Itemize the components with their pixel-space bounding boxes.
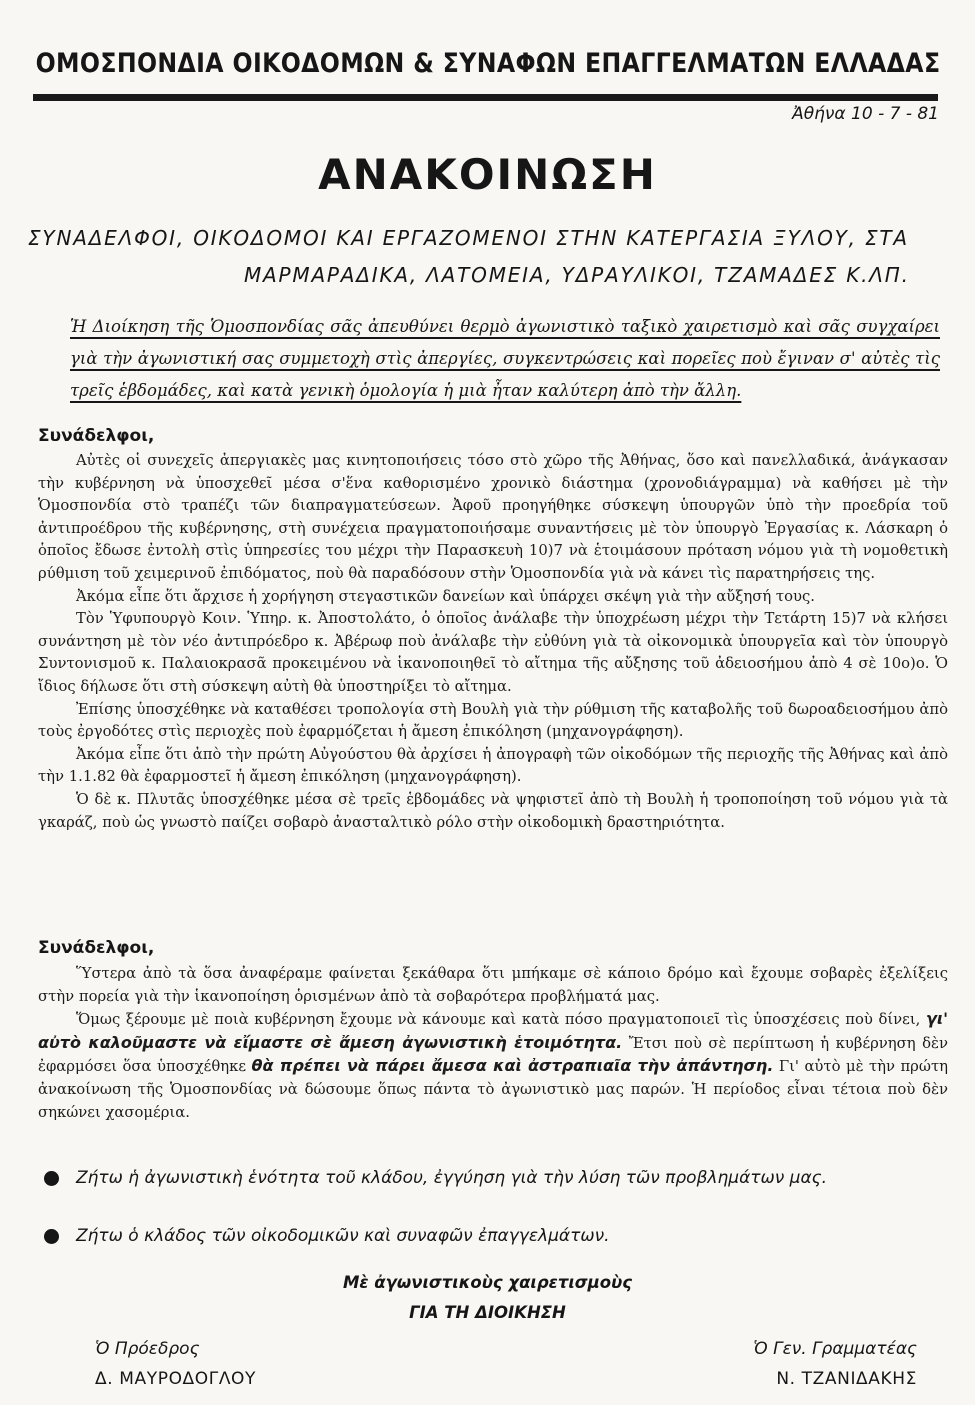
paragraph: Τὸν Ὑφυπουργὸ Κοιν. Ὑπηρ. κ. Ἀποστολάτο, ὁ ὁποῖος ἀνάλαβε τὴν ὑποχρέωση μέχρι τὴν Τετάρτη 15)7 νὰ κλήσει συνάντηση μὲ τὸν νέο ἀντιπρόεδρο κ. Ἀβέρωφ ποὺ ἀνάλαβε τὴν εὐθύνη γιὰ τὰ οἰκονομικὰ ὑπουργεῖα καὶ τὸν ὑπουργὸ Συντονισμοῦ κ. Παλαιοκρασᾶ προκειμένου νὰ ἱκανοποιηθεῖ τὸ αἴτημα τῆς αὔξησης τοῦ ἀδειοσήμου ἀπὸ 4 σὲ 10ο)ο. Ὁ ἴδιος δήλωσε ὅτι στὴ σύσκεψη αὐτὴ θὰ ὑποστηρίξει τὸ αἴτημα.	[38, 610, 948, 695]
subtitle-line-1: ΣΥΝΑΔΕΛΦΟΙ, ΟΙΚΟΔΟΜΟΙ ΚΑΙ ΕΡΓΑΖΟΜΕΝΟΙ ΣΤΗΝ ΚΑΤΕΡΓΑΣΙΑ ΞΥΛΟΥ, ΣΤΑ	[28, 226, 909, 250]
section-body-2	[38, 963, 948, 1124]
closing-signoff: ΓΙΑ ΤΗ ΔΙΟΙΚΗΣΗ	[409, 1303, 566, 1322]
paragraph: Ἀκόμα εἶπε ὅτι ἀπὸ τὴν πρώτη Αὐγούστου θὰ ἀρχίσει ἡ ἀπογραφὴ τῶν οἰκοδόμων τῆς περιοχῆς τῆς Ἀθήνας καὶ ἀπὸ τὴν 1.1.82 θὰ ἐφαρμοστεῖ ἡ ἄμεση ἐπικόληση (μηχανογράφηση).	[38, 745, 948, 786]
secretary-title: Ὁ Γεν. Γραμματέας	[753, 1339, 917, 1359]
president-title: Ὁ Πρόεδρος	[95, 1339, 200, 1359]
organization-header	[33, 38, 943, 88]
closing-block	[0, 1268, 975, 1328]
intro-text: Ἡ Διοίκηση τῆς Ὁμοσπονδίας σᾶς ἀπευθύνει θερμὸ ἀγωνιστικὸ ταξικὸ χαιρετισμὸ καὶ σᾶς συγχαίρει γιὰ τὴν ἀγωνιστική σας συμμετοχὴ στὶς ἀπεργίες, συγκεντρώσεις καὶ πορεῖες ποὺ ἔγιναν σ' αὐτὲς τὶς τρεῖς ἑβδομάδες, καὶ κατὰ γενικὴ ὁμολογία ἡ μιὰ ἦταν καλύτερη ἀπὸ τὴν ἄλλη.	[70, 317, 940, 400]
paragraph: Ἐπίσης ὑποσχέθηκε νὰ καταθέσει τροπολογία στὴ Βουλὴ γιὰ τὴν ρύθμιση τῆς καταβολῆς τοῦ δωροαδειοσήμου ἀπὸ τοὺς ἐργοδότες στὶς περιοχὲς ποὺ ἐφαρμόζεται ἡ ἄμεση ἐπικόληση (μηχανογράφηση).	[38, 700, 948, 741]
president-signature	[95, 1334, 256, 1394]
slogan-item	[42, 1222, 942, 1250]
section-body-1	[38, 450, 948, 834]
paragraph: Ὕστερα ἀπὸ τὰ ὅσα ἀναφέραμε φαίνεται ξεκάθαρα ὅτι μπήκαμε σὲ κάποιο δρόμο καὶ ἔχουμε σοβαρὲς ἐξελίξεις στὴν πορεία γιὰ τὴν ἱκανοποίηση ὁρισμένων ἀπὸ τὰ σοβαρότερα προβλήματά μας.	[38, 965, 948, 1005]
organization-name: ΟΜΟΣΠΟΝΔΙΑ ΟΙΚΟΔΟΜΩΝ & ΣΥΝΑΦΩΝ ΕΠΑΓΓΕΛΜΑΤΩΝ ΕΛΛΑΔΑΣ	[35, 47, 941, 79]
secretary-name: Ν. ΤΖΑΝΙΔΑΚΗΣ	[776, 1369, 917, 1389]
paragraph: Ὁ δὲ κ. Πλυτᾶς ὑποσχέθηκε μέσα σὲ τρεῖς ἑβδομάδες νὰ ψηφιστεῖ ἀπὸ τὴ Βουλὴ ἡ τροποποίηση τοῦ νόμου γιὰ τὰ γκαράζ, ποὺ ὡς γνωστὸ παίζει σοβαρὸ ἀνασταλτικὸ ρόλο στὴν οἰκοδομικὴ δραστηριότητα.	[38, 790, 948, 831]
paragraph: Ἀκόμα εἶπε ὅτι ἄρχισε ἡ χορήγηση στεγαστικῶν δανείων καὶ ὑπάρχει σκέψη γιὰ τὴν αὔξησή τους.	[76, 587, 815, 605]
subtitle-line-2: ΜΑΡΜΑΡΑΔΙΚΑ, ΛΑΤΟΜΕΙΑ, ΥΔΡΑΥΛΙΚΟΙ, ΤΖΑΜΑΔΕΣ Κ.ΛΠ.	[244, 263, 910, 287]
slogan-text: Ζήτω ἡ ἀγωνιστικὴ ἑνότητα τοῦ κλάδου, ἐγγύηση γιὰ τὴν λύση τῶν προβλημάτων μας.	[76, 1168, 828, 1188]
bullet-dot-icon	[44, 1229, 59, 1244]
slogan-text: Ζήτω ὁ κλάδος τῶν οἰκοδομικῶν καὶ συναφῶν ἐπαγγελμάτων.	[76, 1226, 610, 1246]
emphasis-text: γι' αὐτὸ καλοῦμαστε νὰ εἴμαστε σὲ ἄμεση ἀγωνιστικὴ ἑτοιμότητα.	[38, 1009, 948, 1052]
emphasis-text: θὰ πρέπει νὰ πάρει ἄμεσα καὶ ἀστραπιαῖα τὴν ἀπάντηση.	[251, 1056, 774, 1076]
paragraph: Αὐτὲς οἱ συνεχεῖς ἀπεργιακὲς μας κινητοποιήσεις τόσο στὸ χῶρο τῆς Ἀθήνας, ὅσο καὶ πανελλαδικά, ἀνάγκασαν τὴν κυβέρνηση νὰ ὑποσχεθεῖ μέσα σ'ἕνα καθορισμένο χρονικὸ διάστημα (χρονοδιάγραμμα) νὰ καθήσει μὲ τὴν Ὁμοσπονδία στὸ τραπέζι τῶν διαπραγματεύσεων. Ἀφοῦ προηγήθηκε σύσκεψη ὑπουργῶν ὑπὸ τὴν προεδρία τοῦ ἀντιπροέδρου τῆς κυβέρνησης, στὴ συνέχεια πραγματοποιήσαμε συναντήσεις μὲ τὸν ὑπουργὸ Ἐργασίας κ. Λάσκαρη ὁ ὁποῖος ἔδωσε ἐντολὴ στὶς ὑπηρεσίες του μέχρι τὴν Παρασκευὴ 10)7 νὰ ἑτοιμάσουν πρόταση νόμου γιὰ τὴ νομοθετικὴ ρύθμιση τοῦ χειμερινοῦ ἐπιδόματος, ποὺ θὰ παραδόσουν στὴν Ὁμοσπονδία γιὰ νὰ κάνει τὶς παρατηρήσεις της.	[38, 452, 948, 582]
header-rule	[33, 94, 938, 101]
bullet-dot-icon	[44, 1171, 59, 1186]
document-title: ΑΝΑΚΟΙΝΩΣΗ	[318, 150, 657, 199]
document-date: Ἀθήνα 10 - 7 - 81	[792, 104, 939, 124]
president-name: Δ. ΜΑΥΡΟΔΟΓΛΟΥ	[95, 1369, 257, 1389]
secretary-signature	[753, 1334, 917, 1394]
paragraph-emphasis: Ὅμως ξέρουμε μὲ ποιὰ κυβέρνηση ἔχουμε νὰ κάνουμε καὶ κατὰ πόσο πραγματοποιεῖ τὶς ὑποσχέσεις ποὺ δίνει, γι' αὐτὸ καλοῦμαστε νὰ εἴμαστε σὲ ἄμεση ἀγωνιστικὴ ἑτοιμότητα. Ἔτσι ποὺ σὲ περίπτωση ἡ κυβέρνηση δὲν ἐφαρμόσει ὅσα ὑποσχέθηκε θὰ πρέπει νὰ πάρει ἄμεσα καὶ ἀστραπιαῖα τὴν ἀπάντηση. Γι' αὐτὸ μὲ τὴν πρώτη ἀνακοίνωση τῆς Ὁμοσπονδίας νὰ δώσουμε ὅπως πάντα τὸ ἀγωνιστικὸ μας παρών. Ἡ περίοδος εἶναι τέτοια ποὺ δὲν σηκώνει χασομέρια.	[38, 1009, 948, 1121]
closing-greeting: Μὲ ἀγωνιστικοὺς χαιρετισμοὺς	[342, 1273, 633, 1292]
section-heading-2: Συνάδελφοι,	[38, 938, 155, 958]
slogan-item	[42, 1164, 942, 1192]
intro-paragraph	[70, 311, 940, 407]
section-heading-1: Συνάδελφοι,	[38, 426, 155, 446]
